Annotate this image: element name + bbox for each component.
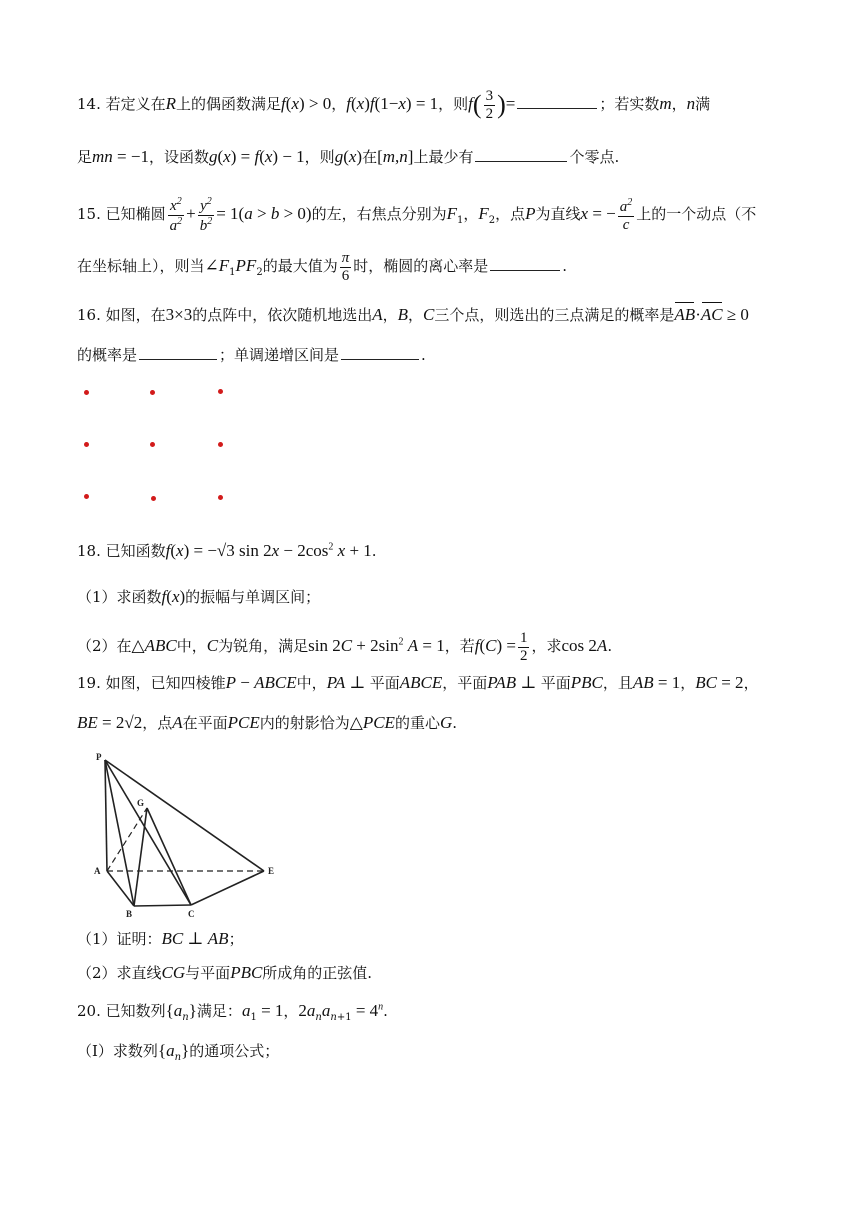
math: = — [505, 94, 516, 113]
q20-sub1-text-a: （Ⅰ）求数列 — [77, 1042, 158, 1060]
answer-blank[interactable] — [341, 358, 419, 360]
math: ∠ — [204, 256, 219, 275]
q15-line2: 在坐标轴上），则当$\angle F_1PF_2$的最大值为 $\frac{\pi}{6}$ 时，椭圆的离心率是 . — [77, 250, 568, 284]
math: (1− — [374, 94, 399, 113]
grid-dot — [218, 389, 223, 394]
math: [ — [377, 147, 383, 166]
math: = 2 — [716, 673, 744, 692]
grid-dot — [218, 442, 223, 447]
grid-dot — [218, 495, 223, 500]
q19-text-a: 19. 如图，已知四棱锥 — [77, 674, 226, 692]
edge-AG-hidden — [107, 808, 147, 871]
q19-sub1-text-b: ； — [228, 930, 244, 948]
label-C: C — [188, 909, 195, 919]
q14-text-k: 在 — [362, 148, 378, 166]
math: ( — [479, 636, 486, 655]
math-fraction: $\frac{\pi}{6}$ — [341, 250, 350, 284]
math: ( — [170, 541, 177, 560]
math: ABCE — [254, 673, 297, 692]
math: ⊥ — [516, 673, 541, 692]
math: m — [382, 147, 396, 166]
math: = 1 — [653, 673, 681, 692]
math-fraction: $\frac{3}{2}$ — [485, 88, 494, 122]
q20-sub1: （Ⅰ）求数列$\{a_n\}$的通项公式； — [77, 1041, 280, 1063]
math: − $2\cos^2$ — [279, 541, 334, 560]
math: PCE — [362, 713, 395, 732]
q15-text-a: 15. 已知椭圆 — [77, 205, 166, 223]
math: ( — [166, 587, 172, 606]
q14-text-f: ， — [671, 95, 687, 113]
math: C — [423, 305, 435, 324]
math: m — [659, 94, 672, 113]
math: A — [372, 305, 383, 324]
math: + 1 — [345, 541, 372, 560]
q19-sub2-text-c: 所成角的正弦值. — [262, 964, 373, 982]
q19-text-i: ，点 — [142, 714, 173, 732]
pyramid-figure — [90, 750, 290, 920]
math: f — [346, 94, 351, 113]
math: } — [188, 1001, 197, 1020]
math: a — [166, 1041, 175, 1060]
q14-text-h: 足 — [77, 148, 93, 166]
q16-line1 — [77, 304, 749, 326]
math: BC — [695, 673, 717, 692]
math: F — [218, 256, 230, 275]
math: + $2\sin^2$ — [352, 636, 404, 655]
q15-text-b: 的左，右焦点分别为 — [311, 205, 447, 223]
q19-text-d: ，平面 — [442, 674, 488, 692]
math: ] — [407, 147, 414, 166]
q18-text-a: 18. 已知函数 — [77, 542, 166, 560]
grid-dot — [151, 496, 156, 501]
q18-sub1-text-b: 的振幅与单调区间； — [185, 588, 321, 606]
math: ) > 0 — [298, 94, 332, 113]
math: ⊥ — [345, 673, 370, 692]
label-A: A — [94, 866, 101, 876]
math: A — [596, 636, 608, 655]
math: ) — [179, 587, 186, 606]
math: G — [439, 713, 453, 732]
math: b — [270, 204, 280, 223]
math: ⊥ — [183, 929, 208, 948]
q19-sub1-text-a: （1）证明： — [77, 930, 162, 948]
q18-line: 18. 已知函数f(x) = −√3 $\sin 2x - 2\cos^2$ x + 1. — [77, 541, 377, 560]
q14-text-c: ， — [331, 95, 347, 113]
math: f — [165, 541, 171, 560]
q14-text-i: ，设函数 — [148, 148, 209, 166]
math: ) = — [230, 147, 255, 166]
q18-sub2-text-d: ，若 — [444, 637, 475, 655]
math-fraction: $\frac{1}{2}$ — [519, 630, 528, 664]
math: 3×3 — [165, 305, 193, 324]
q19-text-h: ， — [743, 674, 759, 692]
math: = 1 — [256, 1001, 284, 1020]
grid-dot — [84, 494, 89, 499]
math: = 1 — [418, 636, 445, 655]
math: x — [580, 204, 589, 223]
q19-text-c: 平面 — [369, 674, 400, 692]
math: B — [397, 305, 409, 324]
math: f — [369, 94, 375, 113]
q14-text-a: 14. 若定义在 — [77, 95, 166, 113]
answer-blank[interactable] — [490, 269, 560, 271]
math: BC — [161, 929, 184, 948]
math: ≥ 0 — [722, 305, 749, 324]
q18-sub2: （2）在△ABC中，C为锐角，满足$\sin 2C + 2\sin^2$ A = 1，若f(C) = $\frac{1}{2}$ ，求cos 2A. — [77, 630, 613, 664]
q15-text-g: 在坐标轴上），则当 — [77, 257, 205, 275]
q20-sub1-text-b: 的通项公式； — [189, 1042, 280, 1060]
q19-sub2-text-b: 与平面 — [185, 964, 231, 982]
q15-text-i: 时，椭圆的离心率是 — [353, 257, 489, 275]
label-G: G — [137, 798, 145, 808]
math: sin 2 — [308, 636, 341, 655]
q15-text-d: ，点 — [495, 205, 526, 223]
math: △ — [131, 636, 145, 655]
edge-BC — [134, 905, 191, 906]
q18-sub1-text-a: （1）求函数 — [77, 588, 162, 606]
q20-text-d: . — [383, 1002, 388, 1020]
edge-PE — [105, 760, 264, 871]
answer-blank[interactable] — [475, 160, 567, 162]
math: ( — [350, 94, 357, 113]
math: BE — [77, 713, 98, 732]
grid-dot — [84, 442, 89, 447]
math: n — [399, 147, 408, 166]
math: A — [172, 713, 183, 732]
q15-line1: 15. 已知椭圆 $\frac{x^2}{a^2}$ + $\frac{y^2}{b^2}$ = 1(a > b > 0)的左，右焦点分别为$F_1$，$F_2$，点P为直线x = − $\frac{a^2}{c}$ 上的一个动点（不 — [77, 196, 757, 234]
math: f — [474, 636, 480, 655]
math: ( — [217, 147, 224, 166]
math: > — [252, 204, 271, 223]
math: x — [223, 147, 231, 166]
q19-line1 — [77, 672, 759, 694]
q20-text-b: 满足： — [196, 1002, 242, 1020]
math: f — [468, 94, 473, 113]
math: F — [478, 204, 489, 223]
math: a — [173, 1001, 183, 1020]
q14-line1 — [77, 88, 710, 122]
q19-text-b: 中， — [296, 674, 327, 692]
math: f — [254, 147, 260, 166]
grid-dot — [84, 390, 89, 395]
q14-text-g: 满 — [695, 95, 711, 113]
math: x — [356, 94, 365, 113]
math: x — [291, 94, 299, 113]
q18-sub1 — [77, 586, 320, 608]
q16-text-g: ；单调递增区间是 — [219, 346, 340, 364]
math: a — [241, 1001, 251, 1020]
math: C — [340, 636, 353, 655]
math: n — [686, 94, 696, 113]
label-P: P — [96, 752, 102, 762]
math: F — [446, 204, 457, 223]
math: ( — [472, 90, 482, 120]
q19-sub1 — [77, 928, 244, 950]
math: ABCE — [399, 673, 443, 692]
math: x — [398, 94, 406, 113]
q15-text-c: ， — [463, 205, 479, 223]
q19-text-m: . — [452, 714, 458, 732]
math: x — [348, 147, 357, 166]
math: ( — [343, 147, 349, 166]
q16-text-b: 的点阵中，依次随机地选出 — [192, 306, 373, 324]
label-B: B — [126, 909, 133, 919]
math: A — [407, 636, 419, 655]
q20-line: 20. 已知数列$\{a_n\}$满足：$a_1 = 1$，$2a_na_{n+1} = 4^n$. — [77, 1001, 388, 1023]
grid-dot — [150, 442, 155, 447]
q18-sub2-text-e: ，求 — [531, 637, 562, 655]
math: > 0) — [279, 204, 312, 223]
q19-text-g: ， — [680, 674, 696, 692]
q20-text-a: 20. 已知数列 — [77, 1002, 166, 1020]
math: ) = — [496, 636, 516, 655]
math: a — [321, 1001, 331, 1020]
q15-text-f: 上的一个动点（不 — [636, 205, 757, 223]
math: x — [271, 541, 280, 560]
q16-text-h: . — [421, 346, 426, 364]
math: ABC — [144, 636, 177, 655]
q14-text-d: ，则 — [438, 95, 469, 113]
math: C — [485, 636, 497, 655]
label-E: E — [268, 866, 275, 876]
math: R — [165, 94, 177, 113]
math: ( — [285, 94, 292, 113]
math: AB — [207, 929, 229, 948]
grid-dot — [150, 390, 155, 395]
math: · — [695, 305, 701, 324]
answer-blank[interactable] — [517, 107, 597, 109]
edge-BG — [134, 808, 147, 906]
math: PAB — [487, 673, 517, 692]
math: = $4^n$ — [351, 1001, 384, 1020]
math: + — [186, 204, 196, 223]
q16-line2 — [77, 346, 426, 366]
math: } — [181, 1041, 190, 1060]
math: 2 — [298, 1001, 307, 1020]
math: { — [165, 1001, 174, 1020]
q14-text-b: 上的偶函数满足 — [176, 95, 282, 113]
math: PCE — [227, 713, 260, 732]
q14-text-l: 上最少有 — [413, 148, 474, 166]
q18-sub2-text-a: （2）在 — [77, 637, 132, 655]
q16-text-a: 16. 如图，在 — [77, 306, 166, 324]
math: ) = −√3 sin 2 — [183, 541, 272, 560]
q16-text-c: ， — [382, 306, 398, 324]
edge-GC — [147, 808, 191, 905]
math: g — [209, 147, 218, 166]
math: x — [337, 541, 346, 560]
math: { — [157, 1041, 167, 1060]
math: PA — [326, 673, 346, 692]
math-fraction: $\frac{a^2}{c}$ — [619, 197, 633, 233]
q19-line2 — [77, 712, 457, 734]
q14-text-m: 个零点. — [569, 148, 620, 166]
math-vector: AB — [674, 304, 695, 326]
math: cos 2 — [561, 636, 597, 655]
q19-text-f: ，且 — [602, 674, 633, 692]
q19-text-k: 内的射影恰为 — [259, 714, 350, 732]
q16-text-d: ， — [408, 306, 424, 324]
q19-text-l: 的重心 — [394, 714, 440, 732]
math: P — [525, 204, 536, 223]
q14-line2 — [77, 146, 619, 168]
math: CG — [161, 963, 186, 982]
math: = 1( — [216, 204, 245, 223]
math: = − — [588, 204, 616, 223]
q19-sub2-text-a: （2）求直线 — [77, 964, 162, 982]
math: ) — [497, 90, 506, 120]
math: PBC — [230, 963, 263, 982]
math-fraction: $\frac{y^2}{b^2}$ — [199, 196, 213, 234]
q15-text-j: . — [562, 257, 568, 275]
math: PF — [235, 256, 257, 275]
math: ) − 1 — [272, 147, 305, 166]
math: a — [306, 1001, 316, 1020]
math: ( — [259, 147, 265, 166]
edge-PB — [105, 760, 134, 906]
math: g — [334, 147, 344, 166]
edge-PC — [105, 760, 191, 905]
q18-sub2-text-c: 为锐角，满足 — [218, 637, 309, 655]
math: = 2√2 — [97, 713, 143, 732]
q19-sub2 — [77, 962, 372, 984]
math: mn — [92, 147, 113, 166]
edge-PA — [105, 760, 107, 871]
math: x — [264, 147, 273, 166]
q15-text-h: 的最大值为 — [262, 257, 338, 275]
math-fraction: $\frac{x^2}{a^2}$ — [169, 196, 183, 234]
math: f — [161, 587, 167, 606]
math: PBC — [570, 673, 603, 692]
math: ) — [356, 147, 363, 166]
q14-text-j: ，则 — [304, 148, 335, 166]
math: x — [176, 541, 184, 560]
math: ) = 1 — [405, 94, 439, 113]
q16-text-f: 的概率是 — [77, 346, 138, 364]
math: C — [206, 636, 219, 655]
q15-text-e: 为直线 — [535, 205, 581, 223]
math: x — [171, 587, 180, 606]
math: − — [236, 673, 255, 692]
edge-CE — [191, 871, 264, 905]
q19-text-j: 在平面 — [182, 714, 228, 732]
q20-text-c: ， — [283, 1002, 299, 1020]
math: ) — [364, 94, 370, 113]
math: , — [395, 147, 400, 166]
math: △ — [349, 713, 363, 732]
q14-text-e: ；若实数 — [599, 95, 660, 113]
math: f — [281, 94, 286, 113]
q19-text-e: 平面 — [540, 674, 571, 692]
math: AB — [632, 673, 654, 692]
math: a — [244, 204, 253, 223]
answer-blank[interactable] — [139, 358, 217, 360]
q18-sub2-text-b: 中， — [176, 637, 207, 655]
math: P — [225, 673, 237, 692]
math: = −1 — [112, 147, 149, 166]
math-vector: AC — [701, 304, 723, 326]
q16-text-e: 三个点，则选出的三点满足的概率是 — [434, 306, 675, 324]
